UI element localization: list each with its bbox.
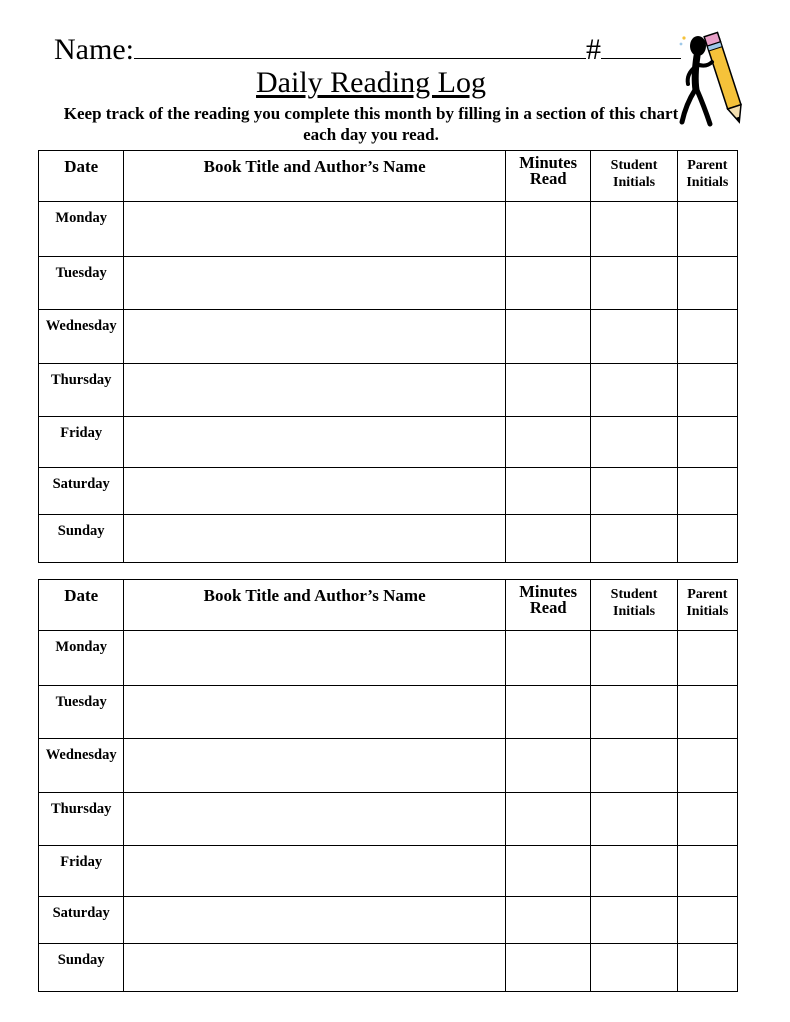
book-cell[interactable] xyxy=(124,202,506,257)
header-student-initials xyxy=(591,580,677,631)
minutes-cell[interactable] xyxy=(505,631,590,686)
minutes-cell[interactable] xyxy=(505,515,590,563)
student-initials-cell[interactable] xyxy=(591,793,677,846)
student-initials-cell[interactable] xyxy=(591,897,677,944)
instructions-text: Keep track of the reading you complete this month by filling in a section of this chart each day you read. xyxy=(63,104,679,144)
day-label: Saturday xyxy=(39,897,124,944)
table-row xyxy=(39,897,738,944)
day-label: Thursday xyxy=(39,793,124,846)
parent-initials-cell[interactable] xyxy=(677,846,737,897)
header-parent-line2: Initials xyxy=(686,175,729,190)
student-initials-cell[interactable] xyxy=(591,944,677,992)
day-label: Monday xyxy=(39,631,124,686)
student-initials-cell[interactable] xyxy=(591,631,677,686)
table-row xyxy=(39,944,738,992)
day-label: Saturday xyxy=(39,468,124,515)
book-cell[interactable] xyxy=(124,793,506,846)
book-cell[interactable] xyxy=(124,897,506,944)
table-header-row xyxy=(39,580,738,631)
day-label: Tuesday xyxy=(39,257,124,310)
book-cell[interactable] xyxy=(124,310,506,364)
table-row xyxy=(39,310,738,364)
minutes-cell[interactable] xyxy=(505,417,590,468)
table-row xyxy=(39,515,738,563)
book-cell[interactable] xyxy=(124,944,506,992)
parent-initials-cell[interactable] xyxy=(677,310,737,364)
book-cell[interactable] xyxy=(124,631,506,686)
header-parent-line1: Parent xyxy=(687,158,728,173)
table-row xyxy=(39,468,738,515)
book-cell[interactable] xyxy=(124,364,506,417)
parent-initials-cell[interactable] xyxy=(677,686,737,739)
parent-initials-cell[interactable] xyxy=(677,515,737,563)
table-row xyxy=(39,846,738,897)
header-book-title: Book Title and Author’s Name xyxy=(124,151,506,202)
parent-initials-cell[interactable] xyxy=(677,468,737,515)
day-label: Sunday xyxy=(39,515,124,563)
reading-log-table-1 xyxy=(38,150,738,563)
header-parent-initials xyxy=(677,151,737,202)
parent-initials-cell[interactable] xyxy=(677,793,737,846)
header-parent-line2: Initials xyxy=(686,604,729,619)
minutes-cell[interactable] xyxy=(505,897,590,944)
book-cell[interactable] xyxy=(124,739,506,793)
student-initials-cell[interactable] xyxy=(591,515,677,563)
header-minutes-line1: Minutes xyxy=(519,153,578,172)
book-cell[interactable] xyxy=(124,846,506,897)
minutes-cell[interactable] xyxy=(505,364,590,417)
parent-initials-cell[interactable] xyxy=(677,897,737,944)
minutes-cell[interactable] xyxy=(505,468,590,515)
day-label: Wednesday xyxy=(39,310,124,364)
table-row xyxy=(39,686,738,739)
day-label: Friday xyxy=(39,417,124,468)
day-label: Wednesday xyxy=(39,739,124,793)
header-minutes-line2: Read xyxy=(529,169,567,188)
header-student-line2: Initials xyxy=(613,175,656,190)
book-cell[interactable] xyxy=(124,417,506,468)
day-label: Monday xyxy=(39,202,124,257)
parent-initials-cell[interactable] xyxy=(677,631,737,686)
minutes-cell[interactable] xyxy=(505,793,590,846)
day-label: Thursday xyxy=(39,364,124,417)
parent-initials-cell[interactable] xyxy=(677,944,737,992)
day-label: Tuesday xyxy=(39,686,124,739)
table-row xyxy=(39,364,738,417)
day-label: Friday xyxy=(39,846,124,897)
table-header-row xyxy=(39,151,738,202)
student-initials-cell[interactable] xyxy=(591,468,677,515)
student-initials-cell[interactable] xyxy=(591,417,677,468)
student-initials-cell[interactable] xyxy=(591,257,677,310)
number-field[interactable] xyxy=(601,28,681,59)
student-initials-cell[interactable] xyxy=(591,686,677,739)
table-row xyxy=(39,739,738,793)
header-student-line1: Student xyxy=(610,587,658,602)
header-date: Date xyxy=(39,580,124,631)
header-minutes-line2: Read xyxy=(529,598,567,617)
name-field[interactable] xyxy=(134,28,586,59)
header-minutes-read xyxy=(505,580,590,631)
minutes-cell[interactable] xyxy=(505,944,590,992)
table-row xyxy=(39,202,738,257)
table-row xyxy=(39,417,738,468)
book-cell[interactable] xyxy=(124,257,506,310)
name-line xyxy=(54,28,694,68)
minutes-cell[interactable] xyxy=(505,739,590,793)
day-label: Sunday xyxy=(39,944,124,992)
book-cell[interactable] xyxy=(124,686,506,739)
student-initials-cell[interactable] xyxy=(591,739,677,793)
header-minutes-line1: Minutes xyxy=(519,582,578,601)
number-label: # xyxy=(585,33,601,66)
parent-initials-cell[interactable] xyxy=(677,739,737,793)
parent-initials-cell[interactable] xyxy=(677,202,737,257)
page-title: Daily Reading Log xyxy=(256,66,486,99)
parent-initials-cell[interactable] xyxy=(677,364,737,417)
parent-initials-cell[interactable] xyxy=(677,417,737,468)
name-label: Name: xyxy=(54,33,134,66)
student-initials-cell[interactable] xyxy=(591,310,677,364)
minutes-cell[interactable] xyxy=(505,846,590,897)
minutes-cell[interactable] xyxy=(505,310,590,364)
header-book-title: Book Title and Author’s Name xyxy=(124,580,506,631)
parent-initials-cell[interactable] xyxy=(677,257,737,310)
header-student-line1: Student xyxy=(610,158,658,173)
header-parent-line1: Parent xyxy=(687,587,728,602)
header-date: Date xyxy=(39,151,124,202)
table-row xyxy=(39,257,738,310)
book-cell[interactable] xyxy=(124,515,506,563)
header-student-line2: Initials xyxy=(613,604,656,619)
student-initials-cell[interactable] xyxy=(591,364,677,417)
table-row xyxy=(39,631,738,686)
minutes-cell[interactable] xyxy=(505,202,590,257)
minutes-cell[interactable] xyxy=(505,686,590,739)
header-student-initials xyxy=(591,151,677,202)
minutes-cell[interactable] xyxy=(505,257,590,310)
table-row xyxy=(39,793,738,846)
student-initials-cell[interactable] xyxy=(591,202,677,257)
header-parent-initials xyxy=(677,580,737,631)
book-cell[interactable] xyxy=(124,468,506,515)
header-minutes-read xyxy=(505,151,590,202)
student-initials-cell[interactable] xyxy=(591,846,677,897)
reading-log-table-2 xyxy=(38,579,738,992)
